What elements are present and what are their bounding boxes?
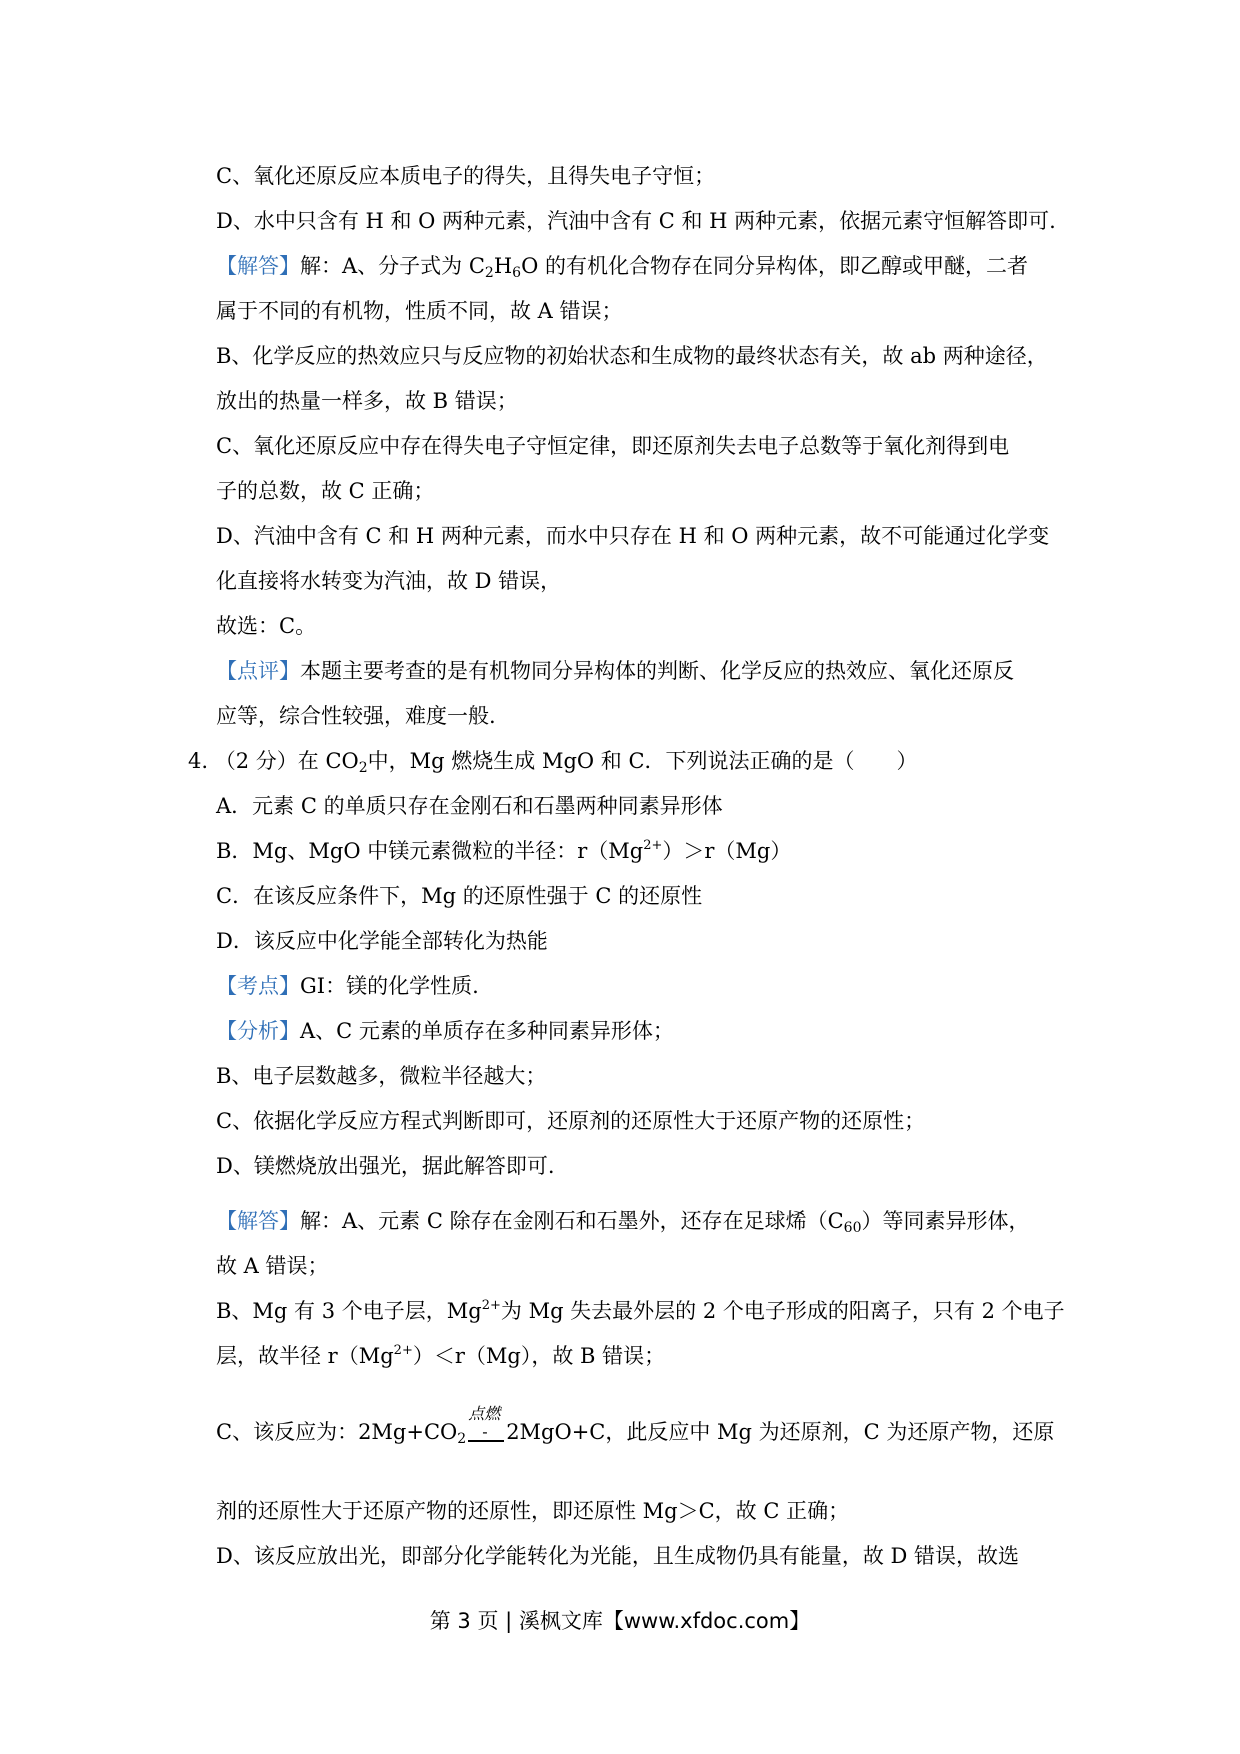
- text-line: C、氧化还原反应本质电子的得失，且得失电子守恒；: [216, 164, 716, 188]
- text-line: 剂的还原性大于还原产物的还原性，即还原性 Mg＞C，故 C 正确；: [216, 1499, 850, 1523]
- text-line: B、电子层数越多，微粒半径越大；: [216, 1064, 547, 1088]
- text-line: 应等，综合性较强，难度一般.: [216, 704, 496, 728]
- text-line: 【分析】A、C 元素的单质存在多种同素异形体；: [216, 1019, 674, 1043]
- page-footer: 第 3 页 | 溪枫文库【www.xfdoc.com】: [429, 1609, 811, 1633]
- section-tag: 【考点】: [216, 974, 300, 998]
- option-a: A．元素 C 的单质只存在金刚石和石墨两种同素异形体: [216, 794, 723, 818]
- equation-line: C、该反应为：$2Mg+CO_2$ 点燃 - 2MgO+C，此反应中 Mg 为还原剂，C 为还原产物，还原: [216, 1404, 1055, 1447]
- option-b: B．Mg、MgO 中镁元素微粒的半径：$r(Mg^{2+})>r(Mg)$: [216, 838, 792, 863]
- text-line: 【考点】GI：镁的化学性质.: [216, 974, 479, 998]
- text-line: 故选：C。: [216, 614, 317, 638]
- text-line: B、化学反应的热效应只与反应物的初始状态和生成物的最终状态有关，故 ab 两种途径，: [216, 344, 1048, 368]
- section-tag: 【分析】: [216, 1019, 300, 1043]
- section-tag: 【解答】: [216, 254, 300, 278]
- text-line: C、氧化还原反应中存在得失电子守恒定律，即还原剂失去电子总数等于氧化剂得到电: [216, 434, 1010, 458]
- text-line: D、镁燃烧放出强光，据此解答即可.: [216, 1154, 555, 1178]
- text-line: D、该反应放出光，即部分化学能转化为光能，且生成物仍具有能量，故 D 错误，故选: [216, 1544, 1020, 1568]
- text-line: C、依据化学反应方程式判断即可，还原剂的还原性大于还原产物的还原性；: [216, 1109, 926, 1133]
- reaction-condition: 点燃 -: [466, 1418, 506, 1446]
- text-line: 化直接将水转变为汽油，故 D 错误，: [216, 569, 562, 593]
- section-tag: 【解答】: [216, 1209, 300, 1233]
- text-line: 放出的热量一样多，故 B 错误；: [216, 389, 518, 413]
- text-line: 层，故半径 $r(Mg^{2+})<r(Mg)$，故 B 错误；: [216, 1343, 666, 1368]
- text-line: 属于不同的有机物，性质不同，故 A 错误；: [216, 299, 623, 323]
- question-line: 4. （2 分）在 $CO_2$中，Mg 燃烧生成 MgO 和 C．下列说法正确的是（ ）: [188, 749, 918, 776]
- option-c: C．在该反应条件下，Mg 的还原性强于 C 的还原性: [216, 884, 703, 908]
- text-line: 【解答】解：A、分子式为 $C_2H_6O$ 的有机化合物存在同分异构体，即乙醇或甲醚，二者: [216, 254, 1028, 281]
- text-line: 【解答】解：A、元素 C 除存在金刚石和石墨外，还存在足球烯$(C_{60})$等同素异形体，: [216, 1209, 1030, 1236]
- text-line: 子的总数，故 C 正确；: [216, 479, 435, 503]
- section-tag: 【点评】: [216, 659, 300, 683]
- text-line: D、水中只含有 H 和 O 两种元素，汽油中含有 C 和 H 两种元素，依据元素守恒解答即可.: [216, 209, 1056, 233]
- text-line: 【点评】本题主要考查的是有机物同分异构体的判断、化学反应的热效应、氧化还原反: [216, 659, 1014, 683]
- question-number: 4.: [188, 749, 209, 773]
- option-d: D．该反应中化学能全部转化为热能: [216, 929, 548, 953]
- text-line: D、汽油中含有 C 和 H 两种元素，而水中只存在 H 和 O 两种元素，故不可能通过化学变: [216, 524, 1050, 548]
- text-line: B、Mg 有 3 个电子层，$Mg^{2+}$为 Mg 失去最外层的 2 个电子形成的阳离子，只有 2 个电子: [216, 1298, 1065, 1323]
- text-line: 故 A 错误；: [216, 1254, 329, 1278]
